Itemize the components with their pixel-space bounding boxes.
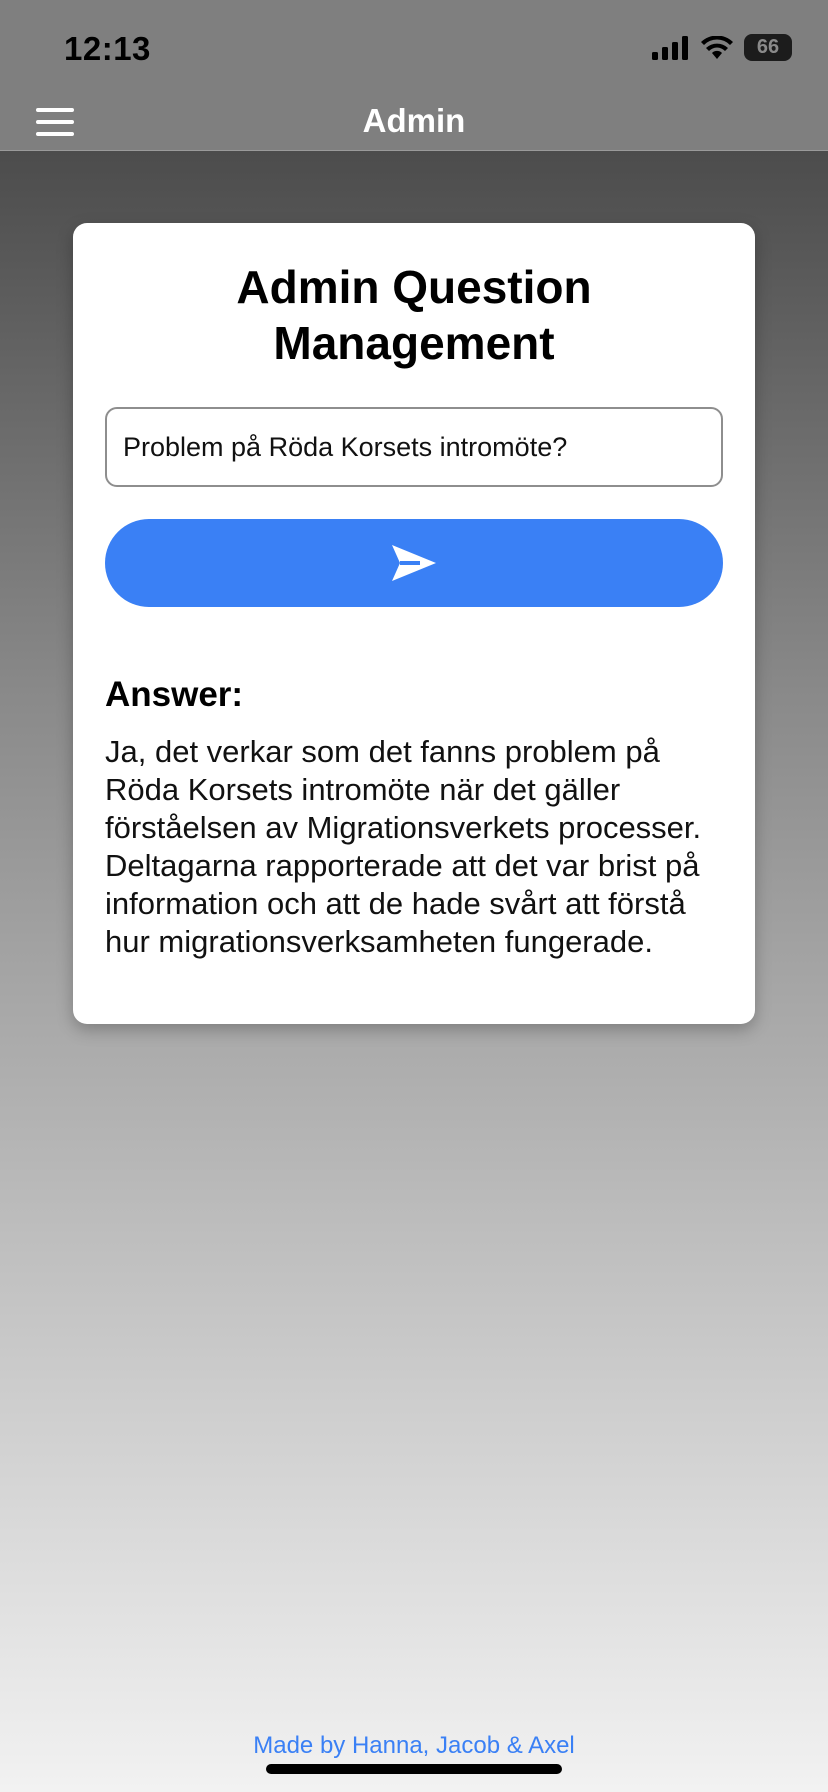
battery-icon: [744, 34, 788, 61]
wifi-icon: [700, 36, 734, 60]
send-button[interactable]: [105, 519, 723, 607]
battery-level: 66: [744, 34, 792, 61]
status-time: 12:13: [64, 30, 151, 67]
question-input[interactable]: [105, 407, 723, 487]
nav-bar: [0, 96, 828, 151]
signal-icon: [652, 36, 690, 60]
status-bar: [0, 0, 828, 96]
send-icon: [390, 543, 438, 583]
status-icons: [652, 34, 788, 61]
page-title: Admin Question Management: [236, 261, 592, 369]
nav-title: Admin: [362, 102, 466, 139]
answer-heading: Answer:: [105, 675, 244, 714]
question-card: [73, 223, 755, 1024]
footer-credit: Made by Hanna, Jacob & Axel: [253, 1732, 575, 1759]
answer-text: Ja, det verkar som det fanns problem på Röda Korsets intromöte när det gäller förståelsen av Migrationsverkets processer. Deltagarna rapporterade att det var brist på information och att de hade svårt att förstå hur migrationsverksamheten fungerade.: [105, 734, 702, 959]
home-indicator[interactable]: [266, 1764, 562, 1774]
